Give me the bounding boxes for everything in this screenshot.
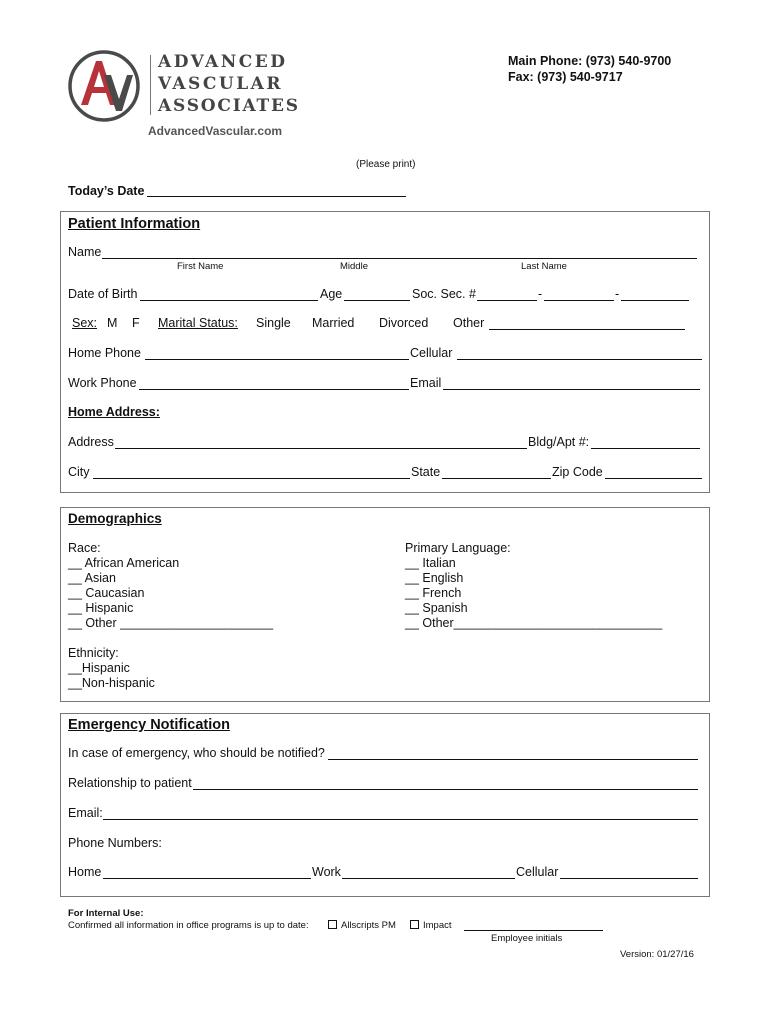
sex-m-option[interactable]: M bbox=[107, 316, 118, 330]
home-address-heading: Home Address: bbox=[68, 405, 160, 419]
dob-field[interactable] bbox=[140, 300, 318, 301]
marital-divorced-option[interactable]: Divorced bbox=[379, 316, 429, 330]
logo-line-1: ADVANCED bbox=[158, 52, 288, 72]
ethnicity-option[interactable]: __Hispanic bbox=[68, 661, 130, 675]
confirmed-text: Confirmed all information in office programs is up to date: bbox=[68, 920, 309, 931]
internal-use-heading: For Internal Use: bbox=[68, 908, 144, 919]
emergency-cellular-field[interactable] bbox=[560, 878, 698, 879]
demographics-section bbox=[60, 507, 710, 702]
allscripts-option[interactable] bbox=[328, 920, 396, 931]
work-label: Work bbox=[312, 865, 341, 879]
ethnicity-label: Ethnicity: bbox=[68, 646, 119, 660]
ssn-dash-1: - bbox=[538, 287, 543, 301]
bldg-label: Bldg/Apt #: bbox=[528, 435, 590, 449]
ssn-dash-2: - bbox=[615, 287, 620, 301]
marital-other-option[interactable]: Other bbox=[453, 316, 485, 330]
logo-line-3: ASSOCIATES bbox=[158, 96, 300, 116]
race-option[interactable]: __ Other ______________________ bbox=[68, 616, 274, 630]
city-field[interactable] bbox=[93, 478, 410, 479]
section-title: Patient Information bbox=[68, 216, 201, 232]
home-phone-field[interactable] bbox=[145, 359, 409, 360]
emergency-cellular-label: Cellular bbox=[516, 865, 559, 879]
allscripts-label: Allscripts PM bbox=[341, 920, 396, 931]
version: Version: 01/27/16 bbox=[620, 949, 694, 960]
logo bbox=[66, 47, 146, 127]
impact-label: Impact bbox=[423, 920, 452, 931]
dob-label: Date of Birth bbox=[68, 287, 138, 301]
language-option[interactable]: __ English bbox=[405, 571, 464, 585]
race-option[interactable]: __ Caucasian bbox=[68, 586, 145, 600]
allscripts-checkbox[interactable] bbox=[328, 920, 337, 929]
emergency-email-field[interactable] bbox=[103, 819, 698, 820]
work-phone-label: Work Phone bbox=[68, 376, 137, 390]
emergency-section bbox=[60, 713, 710, 897]
marital-married-option[interactable]: Married bbox=[312, 316, 355, 330]
work-phone-field[interactable] bbox=[139, 389, 409, 390]
zip-label: Zip Code bbox=[552, 465, 603, 479]
sex-label: Sex: bbox=[72, 316, 98, 330]
marital-single-option[interactable]: Single bbox=[256, 316, 291, 330]
state-field[interactable] bbox=[442, 478, 551, 479]
language-option[interactable]: __ Italian bbox=[405, 556, 456, 570]
language-option[interactable]: __ Spanish bbox=[405, 601, 468, 615]
race-label: Race: bbox=[68, 541, 101, 555]
marital-status-label: Marital Status: bbox=[158, 316, 238, 330]
age-field[interactable] bbox=[344, 300, 410, 301]
sex-f-option[interactable]: F bbox=[132, 316, 140, 330]
todays-date-field[interactable] bbox=[147, 196, 406, 197]
city-label: City bbox=[68, 465, 90, 479]
ssn-field-3[interactable] bbox=[621, 300, 689, 301]
ssn-field-1[interactable] bbox=[477, 300, 537, 301]
middle-caption: Middle bbox=[340, 261, 368, 272]
race-option[interactable]: __ Hispanic bbox=[68, 601, 134, 615]
ssn-label: Soc. Sec. # bbox=[412, 287, 476, 301]
state-label: State bbox=[411, 465, 441, 479]
relationship-field[interactable] bbox=[193, 789, 698, 790]
who-field[interactable] bbox=[328, 759, 698, 760]
first-name-caption: First Name bbox=[177, 261, 224, 272]
who-label: In case of emergency, who should be notified? bbox=[68, 746, 325, 760]
address-label: Address bbox=[68, 435, 114, 449]
employee-initials-field[interactable] bbox=[464, 930, 603, 931]
language-option[interactable]: __ French bbox=[405, 586, 462, 600]
phone-numbers-label: Phone Numbers: bbox=[68, 836, 162, 850]
marital-other-field[interactable] bbox=[489, 329, 685, 330]
please-print: (Please print) bbox=[356, 159, 416, 170]
employee-initials-caption: Employee initials bbox=[491, 933, 563, 944]
cellular-label: Cellular bbox=[410, 346, 453, 360]
bldg-field[interactable] bbox=[591, 448, 700, 449]
home-field[interactable] bbox=[103, 878, 311, 879]
home-label: Home bbox=[68, 865, 102, 879]
emergency-title: Emergency Notification bbox=[68, 717, 230, 733]
demographics-title: Demographics bbox=[68, 511, 162, 526]
age-label: Age bbox=[320, 287, 343, 301]
name-label: Name bbox=[68, 245, 102, 259]
address-field[interactable] bbox=[115, 448, 527, 449]
language-label: Primary Language: bbox=[405, 541, 511, 555]
patient-information-section bbox=[60, 211, 710, 493]
last-name-caption: Last Name bbox=[521, 261, 567, 272]
ethnicity-option[interactable]: __Non-hispanic bbox=[68, 676, 155, 690]
language-option[interactable]: __ Other______________________________ bbox=[405, 616, 663, 630]
main-phone: Main Phone: (973) 540-9700 bbox=[508, 54, 672, 68]
logo-divider bbox=[150, 55, 151, 115]
home-phone-label: Home Phone bbox=[68, 346, 141, 360]
logo-av-icon bbox=[66, 47, 146, 127]
fax: Fax: (973) 540-9717 bbox=[508, 70, 623, 84]
email-field[interactable] bbox=[443, 389, 700, 390]
name-field[interactable] bbox=[102, 258, 697, 259]
impact-checkbox[interactable] bbox=[410, 920, 419, 929]
ssn-field-2[interactable] bbox=[544, 300, 614, 301]
work-field[interactable] bbox=[342, 878, 515, 879]
cellular-field[interactable] bbox=[457, 359, 702, 360]
emergency-email-label: Email: bbox=[68, 806, 103, 820]
relationship-label: Relationship to patient bbox=[68, 776, 192, 790]
race-option[interactable]: __ African American bbox=[68, 556, 180, 570]
email-label: Email bbox=[410, 376, 442, 390]
website: AdvancedVascular.com bbox=[148, 124, 283, 138]
zip-field[interactable] bbox=[605, 478, 702, 479]
todays-date-label: Today’s Date bbox=[68, 184, 145, 198]
logo-line-2: VASCULAR bbox=[158, 74, 283, 94]
race-option[interactable]: __ Asian bbox=[68, 571, 116, 585]
impact-option[interactable] bbox=[410, 920, 452, 931]
